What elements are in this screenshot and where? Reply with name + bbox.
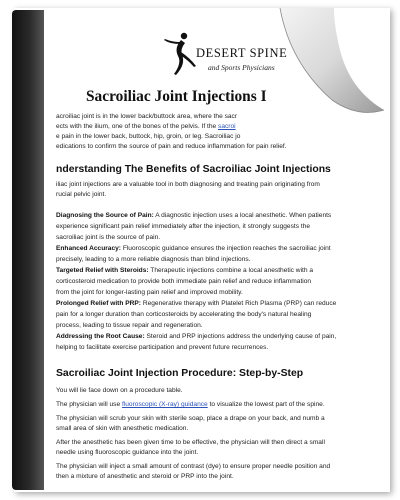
benefit-line: Addressing the Root Cause: Steroid and PRP injections address the underlying cause of pain, [56,333,337,340]
benefit-term: Addressing the Root Cause: [56,333,145,340]
procedure-step: then a mixture of anesthetic and steroid or PRP into the joint. [56,473,234,480]
brand-tagline: and Sports Physicians [208,63,275,72]
intro-line: acroiliac joint is in the lower back/buttock area, where the sacr [56,113,238,120]
benefits-heading: nderstanding The Benefits of Sacroiliac Joint Injections [56,164,331,175]
benefit-line: from the joint for longer-lasting pain relief and improved mobility. [56,289,243,296]
procedure-step: needle using fluoroscopic guidance into the joint. [56,449,199,456]
intro-line: edications to confirm the source of pain and reduce inflammation for pain relief. [56,143,287,150]
benefit-line: process, leading to tissue repair and regeneration. [56,322,203,329]
procedure-step: The physician will scrub your skin with sterile soap, place a drape on your back, and numb a [56,415,325,422]
procedure-step: The physician will use fluoroscopic (X-ray) guidance to visualize the lowest part of the spine. [56,401,325,408]
binder-spine [12,10,44,490]
benefit-line: Targeted Relief with Steroids: Therapeutic injections combine a local anesthetic with a [56,267,314,274]
runner-logo-icon [160,30,200,82]
page-curl-icon [270,8,390,128]
sacroiliac-link[interactable]: sacroi [218,123,236,130]
benefit-line: Prolonged Relief with PRP: Regenerative therapy with Platelet Rich Plasma (PRP) can reduce [56,300,337,307]
benefit-line: experience significant pain relief immediately after the injection, it strongly suggests the [56,223,310,230]
benefit-term: Targeted Relief with Steroids: [56,267,149,274]
procedure-step: You will lie face down on a procedure table. [56,387,183,394]
benefit-term: Enhanced Accuracy: [56,245,121,252]
benefit-line: Diagnosing the Source of Pain: A diagnostic injection uses a local anesthetic. When patients [56,212,332,219]
benefits-lead: iliac joint injections are a valuable tool in both diagnosing and treating pain originating from [56,181,320,188]
benefit-line: sacroiliac joint is the source of pain. [56,234,161,241]
benefit-term: Prolonged Relief with PRP: [56,300,141,307]
benefit-line: pain for a longer duration than corticosteroids by accelerating the body's natural healing [56,311,312,318]
fluoroscopic-guidance-link[interactable]: fluoroscopic (X-ray) guidance [121,401,208,408]
intro-line: e pain in the lower back, buttock, hip, groin, or leg. Sacroiliac jo [56,133,241,140]
benefit-line: helping to facilitate exercise participation and prevent future recurrences. [56,344,269,351]
document-page [14,8,390,492]
procedure-step: After the anesthetic has been given time to be effective, the physician will then direct a small [56,439,325,446]
benefit-line: corticosteroid medication to provide both immediate pain relief and reduce inflammation [56,278,312,285]
procedure-step: The physician will inject a small amount of contrast (dye) to ensure proper needle position and [56,463,331,470]
procedure-step: small area of skin with anesthetic medication. [56,425,189,432]
procedure-heading: Sacroiliac Joint Injection Procedure: Step-by-Step [56,368,304,379]
page-title: Sacroiliac Joint Injections I [86,88,267,105]
brand-name: DESERT SPINE [196,46,288,60]
benefit-line: precisely, leading to a more reliable diagnosis than blind injections. [56,256,251,263]
benefits-lead: rucial pelvic joint. [56,191,107,198]
benefit-term: Diagnosing the Source of Pain: [56,212,154,219]
benefit-line: Enhanced Accuracy: Fluoroscopic guidance ensures the injection reaches the sacroiliac joint [56,245,331,252]
intro-line: ects with the ilium, one of the bones of the pelvis. If the sacroi [56,123,236,130]
